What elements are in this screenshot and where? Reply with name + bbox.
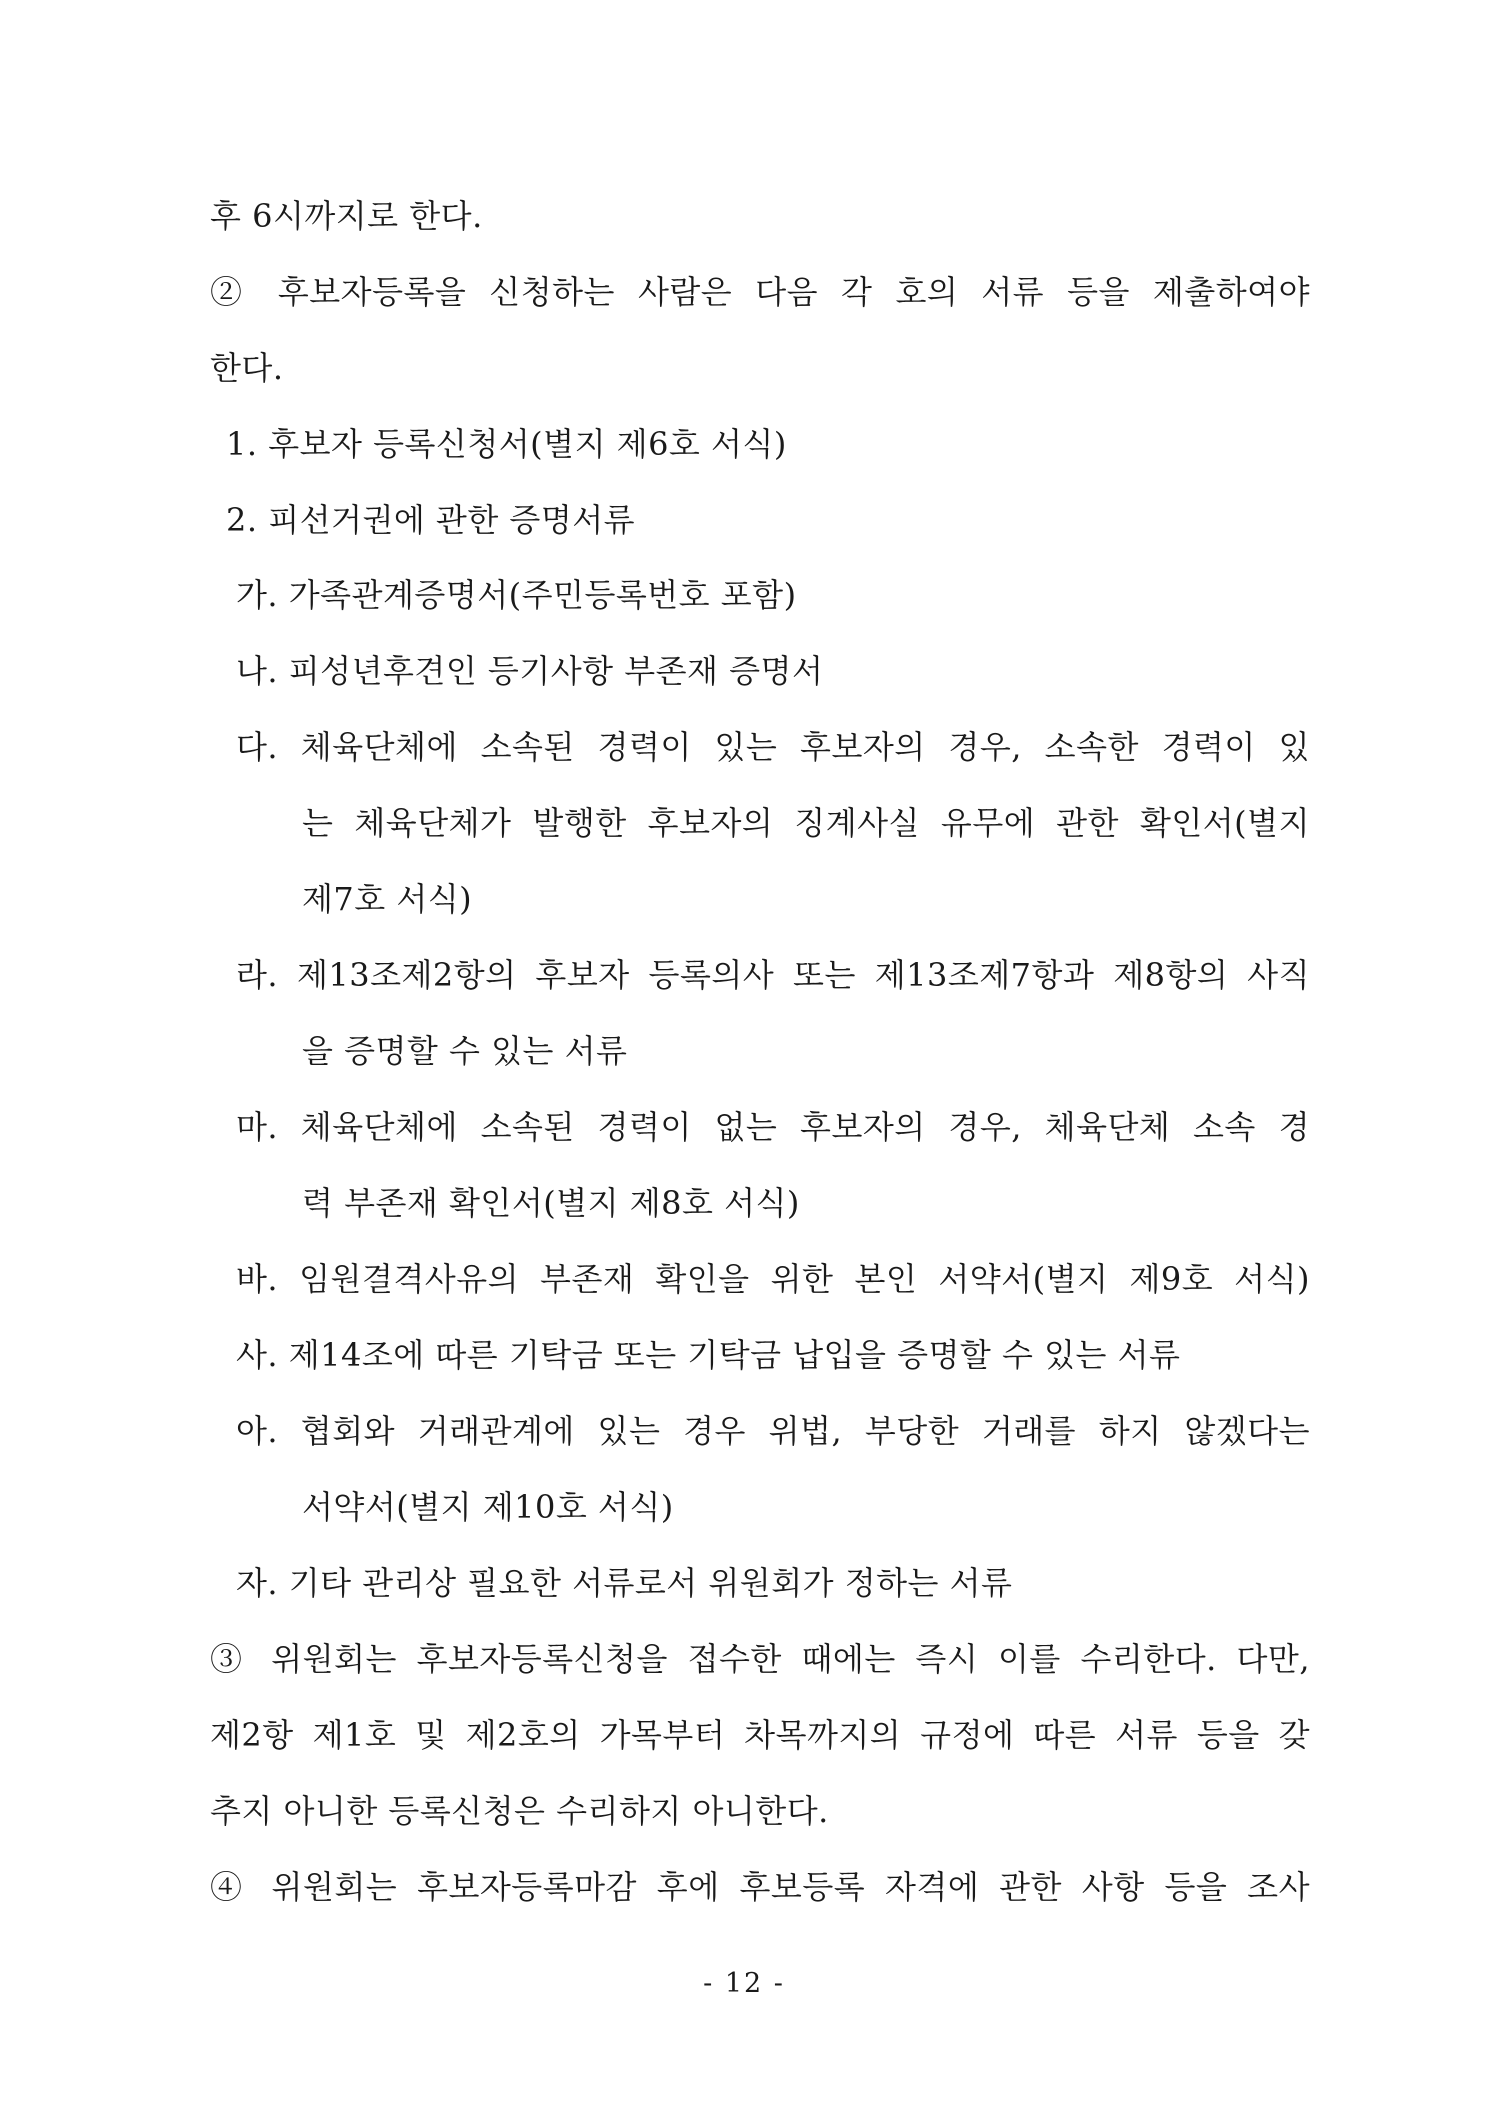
sub-item-da-line-1: 다. 체육단체에 소속된 경력이 있는 후보자의 경우, 소속한 경력이 있	[236, 728, 1310, 766]
sub-item-a-line-2: 서약서(별지 제10호 서식)	[302, 1488, 674, 1526]
item-2: 2. 피선거권에 관한 증명서류	[226, 501, 636, 539]
sub-item-ma-line-1: 마. 체육단체에 소속된 경력이 없는 후보자의 경우, 체육단체 소속 경	[236, 1108, 1310, 1146]
paragraph-2-line-2: 한다.	[210, 349, 284, 387]
paragraph-3-line-2: 제2항 제1호 및 제2호의 가목부터 차목까지의 규정에 따른 서류 등을 갖	[210, 1716, 1310, 1754]
sub-item-ra-line-2: 을 증명할 수 있는 서류	[302, 1032, 628, 1070]
sub-item-ra-line-1: 라. 제13조제2항의 후보자 등록의사 또는 제13조제7항과 제8항의 사직	[236, 956, 1310, 994]
sub-item-da-line-2: 는 체육단체가 발행한 후보자의 징계사실 유무에 관한 확인서(별지	[302, 804, 1310, 842]
sub-item-ga: 가. 가족관계증명서(주민등록번호 포함)	[236, 576, 797, 614]
sub-item-na: 나. 피성년후견인 등기사항 부존재 증명서	[236, 652, 824, 690]
paragraph-3-line-3: 추지 아니한 등록신청은 수리하지 아니한다.	[210, 1792, 829, 1830]
sub-item-ba: 바. 임원결격사유의 부존재 확인을 위한 본인 서약서(별지 제9호 서식)	[236, 1260, 1310, 1298]
sub-item-ja: 자. 기타 관리상 필요한 서류로서 위원회가 정하는 서류	[236, 1564, 1013, 1602]
paragraph-2-line-1: ② 후보자등록을 신청하는 사람은 다음 각 호의 서류 등을 제출하여야	[210, 273, 1310, 311]
text-line-1: 후 6시까지로 한다.	[210, 197, 483, 235]
sub-item-sa: 사. 제14조에 따른 기탁금 또는 기탁금 납입을 증명할 수 있는 서류	[236, 1336, 1181, 1374]
sub-item-ma-line-2: 력 부존재 확인서(별지 제8호 서식)	[302, 1184, 800, 1222]
page-number: - 12 -	[703, 1968, 785, 1999]
sub-item-da-line-3: 제7호 서식)	[302, 880, 473, 918]
item-1: 1. 후보자 등록신청서(별지 제6호 서식)	[226, 425, 787, 463]
paragraph-3-line-1: ③ 위원회는 후보자등록신청을 접수한 때에는 즉시 이를 수리한다. 다만,	[210, 1640, 1310, 1678]
sub-item-a-line-1: 아. 협회와 거래관계에 있는 경우 위법, 부당한 거래를 하지 않겠다는	[236, 1412, 1310, 1450]
paragraph-4-line-1: ④ 위원회는 후보자등록마감 후에 후보등록 자격에 관한 사항 등을 조사	[210, 1868, 1310, 1906]
